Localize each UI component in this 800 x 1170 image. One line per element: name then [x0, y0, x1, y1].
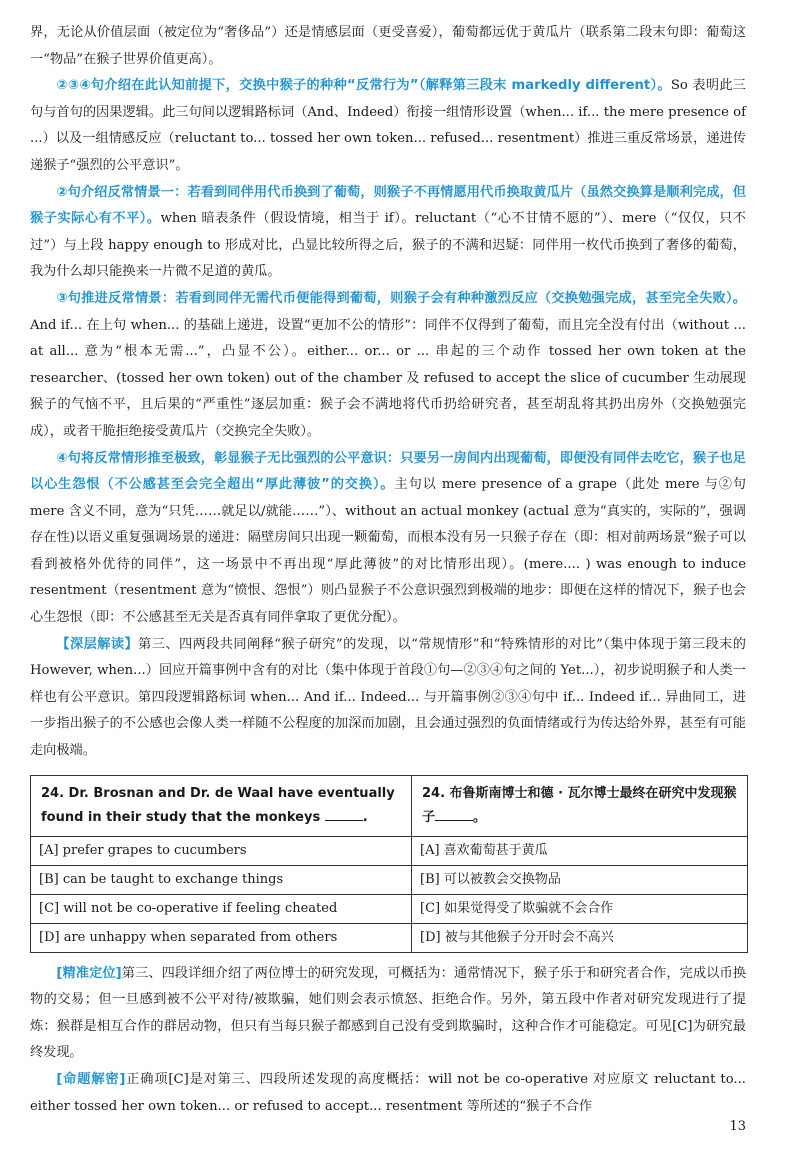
highlight-heading: ④句将反常情形推至极致，彰显猴子无比强烈的公平意识：只要另一房间内出现葡萄，即便没有同伴去吃它，猴子也足以心生怨恨（不公感甚至会完全超出“厚此薄彼”的交换）。: [30, 450, 746, 493]
question-stem-en: 24. Dr. Brosnan and Dr. de Waal have eventually found in their study that the monkeys .: [31, 775, 412, 836]
answer-blank: [325, 808, 363, 821]
section-tag: 【深层解读】: [56, 636, 139, 652]
section-tag: [精准定位]: [56, 965, 122, 981]
option-c-en: [C] will not be co-operative if feeling cheated: [31, 894, 412, 923]
page-number: 13: [729, 1119, 746, 1134]
precise-location: [30, 961, 746, 1067]
option-c-zh: [C] 如果觉得受了欺骗就不会合作: [412, 894, 748, 923]
highlight-heading: ③句推进反常情景：若看到同伴无需代币便能得到葡萄，则猴子会有种种激烈反应（交换勉强完成，甚至完全失败）。: [56, 290, 746, 306]
paragraph-text: when 暗表条件（假设情境，相当于 if）。reluctant（“心不甘情不愿的”）、mere（“仅仅，只不过”）与上段 happy enough to 形成对比，凸显比较所得之后，猴子的不满和迟疑：同伴用一枚代币换到了奢侈的葡萄，我为什么却只能换来一片微不足道的黄瓜。: [30, 211, 746, 280]
paragraph-text: And if... 在上句 when... 的基础上递进，设置“更加不公的情形”：同伴不仅得到了葡萄，而且完全没有付出（without ... at all... 意为“根本无需...”，凸显不公）。either... or... or ... 串起的三个动作 tossed her own token at the researcher、(tossed her own token) out of the chamber 及 refused to accept the slice of cucumber 生动展现猴子的气恼不平，且后果的“严重性”逐层加重：猴子会不满地将代币扔给研究者，甚至胡乱将其扔出房外（交换勉强完成），或者干脆拒绝接受黄瓜片（交换完全失败）。: [30, 317, 746, 439]
option-a-zh: [A] 喜欢葡萄甚于黄瓜: [412, 836, 748, 865]
question-table: [30, 775, 748, 953]
question-decoding: [30, 1067, 746, 1120]
analysis-sentence-3: [30, 286, 746, 446]
section-tag: [命题解密]: [56, 1072, 126, 1087]
paragraph-text: 主句以 mere presence of a grape（此处 mere 与②句 mere 含义不同，意为“只凭……就足以/就能……”）、without an actual monkey (actual 意为“真实的，实际的”，强调存在性)以语义重复强调场景的递进：隔壁房间只出现一颗葡萄，而根本没有另一只猴子存在（即：相对前两场景“猴子可以看到被格外优待的同伴”，这一场景中不再出现“厚此薄彼”的对比情形出现）。(mere.... ) was enough to induce resentment（resentment 意为“愤恨、怨恨”）则凸显猴子不公意识强烈到极端的地步：即便在这样的情况下，猴子也会心生怨恨（即：不公感甚至无关是否真有同伴拿取了更优分配）。: [30, 477, 746, 626]
question-stem-zh: 24. 布鲁斯南博士和德 · 瓦尔博士最终在研究中发现猴子 。: [412, 775, 748, 836]
paragraph-text: 第三、四段详细介绍了两位博士的研究发现，可概括为：通常情况下，猴子乐于和研究者合作，完成以币换物的交易；但一旦感到被不公平对待/被欺骗，她们则会表示愤怒、拒绝合作。另外，第五段中作者对研究发现进行了提炼：猴群是相互合作的群居动物，但只有当每只猴子都感到自己没有受到欺骗时，这种合作才可能稳定。可见[C]为研究最终发现。: [30, 965, 747, 1061]
analysis-sentence-2: [30, 180, 746, 286]
paragraph-text: 第三、四两段共同阐释“猴子研究”的发现，以“常规情形”和“特殊情形的对比”（集中体现于第三段末的 However, when...）回应开篇事例中含有的对比（集中体现于首段①句—②③④句之间的 Yet...），初步说明猴子和人类一样也有公平意识。第四段逻辑路标词 when... And if... Indeed... 与开篇事例②③④句中 if... Indeed if... 异曲同工，进一步指出猴子的不公感也会像人类一样随不公程度的加深而加剧，且会通过强烈的负面情绪或行为传达给外界，甚至有可能走向极端。: [30, 636, 746, 759]
paragraph-continuation: 界，无论从价值层面（被定位为“奢侈品”）还是情感层面（更受喜爱），葡萄都远优于黄瓜片（联系第二段末句即：葡萄这一“物品”在猴子世界价值更高）。: [30, 25, 746, 67]
highlight-heading: ②句介绍反常情景一：若看到同伴用代币换到了葡萄，则猴子不再情愿用代币换取黄瓜片（虽然交换算是顺利完成，但猴子实际心有不平）。: [30, 184, 746, 227]
option-a-en: [A] prefer grapes to cucumbers: [31, 836, 412, 865]
analysis-sentences-234: [30, 73, 746, 179]
option-b-zh: [B] 可以被教会交换物品: [412, 865, 748, 894]
highlight-heading: ②③④句介绍在此认知前提下，交换中猴子的种种“反常行为”（解释第三段末 markedly different）。: [56, 78, 671, 94]
option-d-en: [D] are unhappy when separated from others: [31, 923, 412, 952]
analysis-sentence-4: [30, 446, 746, 632]
deep-reading: [30, 632, 746, 765]
paragraph-text: 正确项[C]是对第三、四段所述发现的高度概括：will not be co-operative 对应原文 reluctant to... either tossed her own token... or refused to accept... resentment 等所述的“猴子不合作: [30, 1072, 746, 1114]
paragraph-text: So 表明此三句与首句的因果逻辑。此三句间以逻辑路标词（And、Indeed）衔接一组情形设置（when... if... the mere presence of ...）以及一组情感反应（reluctant to... tossed her own token... refused... resentment）推进三重反常场景，递进传递猴子“强烈的公平意识”。: [30, 78, 746, 173]
option-d-zh: [D] 被与其他猴子分开时会不高兴: [412, 923, 748, 952]
option-b-en: [B] can be taught to exchange things: [31, 865, 412, 894]
answer-blank: [435, 808, 473, 821]
